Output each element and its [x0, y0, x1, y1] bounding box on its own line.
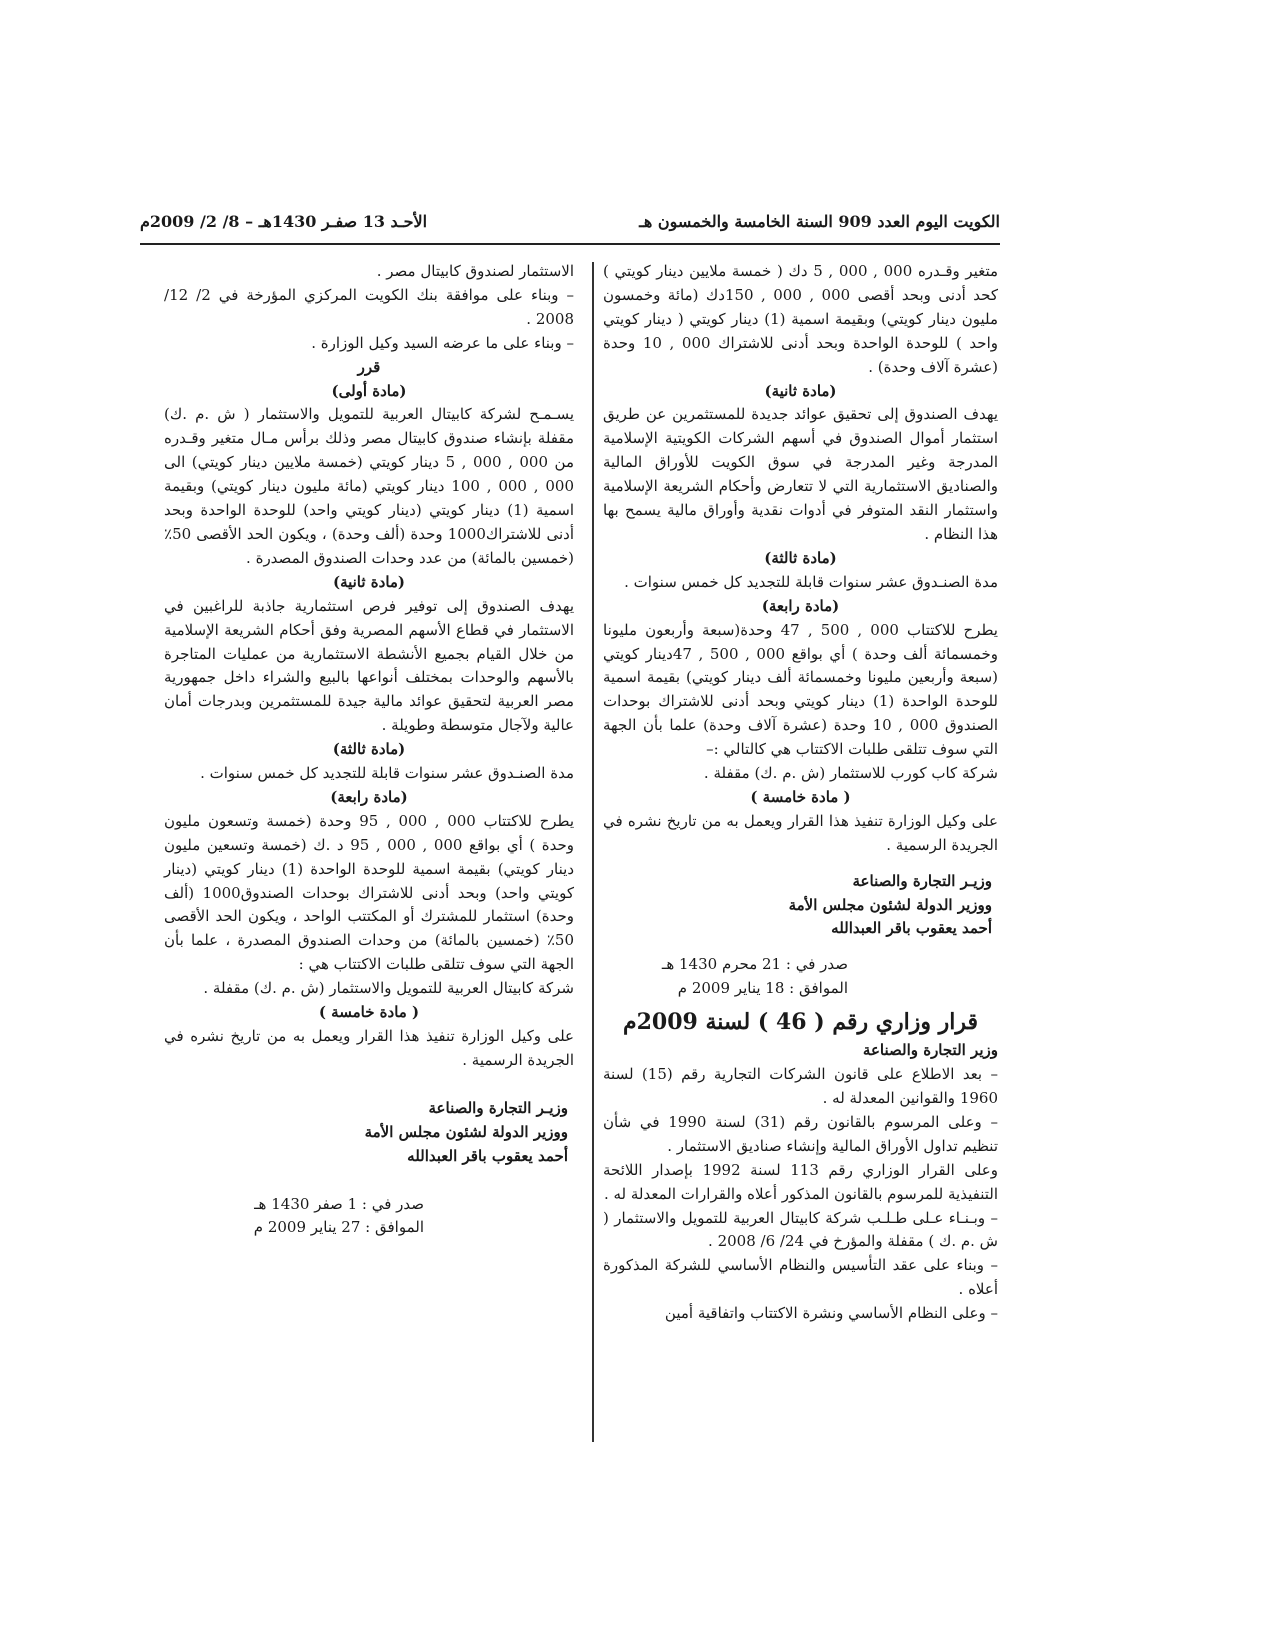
journal-issue: الكويت اليوم العدد 909 السنة الخامسة والخمسون هـ: [639, 212, 1000, 231]
paragraph: شركة كاب كورب للاستثمار (ش .م .ك) مقفلة .: [703, 764, 998, 783]
header-rule: [140, 243, 1000, 245]
paragraph: متغير وقـدره 000 , 000 , 5 دك ( خمسة ملايين دينار كويتي ) كحد أدنى وبحد أقصى 000 , 000 , 150دك (مائة وخمسون مليون دينار كويتي) وبقيمة اسمية (1) دينار كويتي ( دينار كويتي واحد ) للوحدة الواحدة وبحد أدنى للاشتراك 000 , 10 وحدة (عشرة آلاف وحدة) .: [603, 262, 999, 376]
paragraph: يطرح للاكتتاب 000 , 000 , 95 وحدة (خمسة وتسعون مليون وحدة ) أي بواقع 000 , 000 , 95 د .ك (خمسة وتسعين مليون دينار كويتي) بقيمة اسمية للوحدة الواحدة (1) دينار كويتي (دينار كويتي واحد) وبحد أدنى للاشتراك بوحدات الصندوق1000 (ألف وحدة) استثمار للمشترك أو المكتتب الواحد ، ويكون الحد الأقصى 50٪ (خمسين بالمائة) من وحدات الصندوق المصدرة ، علما بأن الجهة التي سوف تتلقى طلبات الاكتتاب هي :: [164, 811, 575, 974]
issue-date: صدر في : 1 صفر 1430 هـ: [254, 1194, 424, 1213]
corresponding-date: الموافق : 27 يناير 2009 م: [253, 1218, 424, 1237]
signature-title: وزيـر التجارة والصناعة: [852, 871, 992, 890]
paragraph: يهدف الصندوق إلى توفير فرص استثمارية جاذبة للراغبين في الاستثمار في قطاع الأسهم المصرية وفق أحكام الشريعة الإسلامية من خلال القيام بجميع الأنشطة الاستثمارية من عمليات المتاجرة بالأسهم والوحدات بمختلف أنواعها بالبيع والشراء داخل جمهورية مصر العربية لتحقيق عوائد مالية جيدة للمستثمرين وبدرجات أمان عالية ولآجال متوسطة وطويلة .: [164, 596, 574, 735]
decision-heading: قرر: [357, 357, 381, 376]
header-date: الأحـد 13 صفـر 1430هـ – 8/ 2/ 2009م: [140, 212, 428, 231]
paragraph: يطرح للاكتتاب 000 , 500 , 47 وحدة(سبعة وأربعون مليونا وخمسمائة ألف وحدة ) أي بواقع 000 , 500 , 47دينار كويتي (سبعة وأربعين مليونا وخمسمائة ألف دينار كويتي) بقيمة اسمية للوحدة الواحدة (1) دينار كويتي وبحد أدنى للاشتراك بوحدات الصندوق 000 , 10 وحدة (عشرة آلاف وحدة) علما بأن الجهة التي سوف تتلقى طلبات الاكتتاب هي كالتالي :–: [603, 620, 998, 759]
signature-name: أحمد يعقوب باقر العبدالله: [407, 1146, 568, 1165]
article-heading: (مادة أولى): [331, 381, 407, 400]
page-header: [140, 208, 1000, 238]
signature-title: ووزير الدولة لشئون مجلس الأمة: [788, 895, 992, 914]
article-heading: (مادة ثانية): [764, 381, 837, 400]
paragraph: مدة الصنـدوق عشر سنوات قابلة للتجديد كل خمس سنوات .: [624, 572, 998, 591]
recital: – وبناء على ما عرضه السيد وكيل الوزارة .: [311, 333, 574, 352]
article-heading: (مادة ثانية): [332, 572, 406, 591]
paragraph: شركة كابيتال العربية للتمويل والاستثمار (ش .م .ك) مقفلة .: [203, 979, 574, 998]
article-heading: (مادة ثالثة): [764, 548, 837, 567]
article-heading: (مادة رابعة): [761, 596, 840, 615]
signature-name: أحمد يعقوب باقر العبدالله: [831, 919, 992, 938]
paragraph: مدة الصنـدوق عشر سنوات قابلة للتجديد كل خمس سنوات .: [200, 764, 574, 783]
article-heading: ( مادة خامسة ): [318, 1003, 420, 1022]
decree-issuer: وزير التجارة والصناعة: [862, 1041, 998, 1060]
issue-date: صدر في : 21 محرم 1430 هـ: [661, 955, 848, 974]
left-column: [164, 260, 574, 1240]
article-heading: (مادة رابعة): [330, 787, 408, 806]
signature-title: وزيـر التجارة والصناعة: [428, 1098, 568, 1117]
right-column: [603, 260, 998, 1326]
recital: – بعد الاطلاع على قانون الشركات التجارية رقم (15) لسنة 1960 والقوانين المعدلة له .: [603, 1065, 999, 1107]
paragraph: الاستثمار لصندوق كابيتال مصر .: [376, 262, 574, 280]
recital: – وبـنـاء عـلى طـلـب شركة كابيتال العربية للتمويل والاستثمار ( ش .م .ك ) مقفلة والمؤرخ في 24/ 6/ 2008 .: [603, 1208, 998, 1251]
paragraph: على وكيل الوزارة تنفيذ هذا القرار ويعمل به من تاريخ نشره في الجريدة الرسمية .: [603, 811, 998, 854]
article-heading: (مادة ثالثة): [332, 740, 406, 759]
recital: – وبناء على عقد التأسيس والنظام الأساسي للشركة المذكورة أعلاه .: [603, 1256, 998, 1299]
paragraph: على وكيل الوزارة تنفيذ هذا القرار ويعمل به من تاريخ نشره في الجريدة الرسمية .: [164, 1027, 574, 1069]
paragraph: يسـمـح لشركة كابيتال العربية للتمويل والاستثمار ( ش .م .ك) مقفلة بإنشاء صندوق كابيتال مصر وذلك برأس مـال متغير وقـدره من 000 , 000 , 5 دينار كويتي (خمسة ملايين دينار كويتي) الى 000 , 000 , 100 دينار كويتي (مائة مليون دينار كويتي) وبقيمة اسمية (1) دينار كويتي (دينار كويتي واحد) للوحدة الواحدة وبحد أدنى للاشتراك1000 وحدة (ألف وحدة) ، ويكون الحد الأقصى 50٪ (خمسين بالمائة) من عدد وحدات الصندوق المصدرة .: [164, 405, 574, 567]
paragraph: يهدف الصندوق إلى تحقيق عوائد جديدة للمستثمرين عن طريق استثمار أموال الصندوق في أسهم الشركات الكويتية الإسلامية المدرجة وغير المدرجة في سوق الكويت للأوراق المالية والصناديق الاستثمارية التي لا تتعارض وأحكام الشريعة الإسلامية واستثمار النقد المتوفر في أدوات نقدية وأوراق مالية يسمح بها هذا النظام .: [603, 405, 998, 543]
recital: – وعلى المرسوم بالقانون رقم (31) لسنة 1990 في شأن تنظيم تداول الأوراق المالية وإنشاء صناديق الاستثمار .: [603, 1112, 998, 1155]
decree-title: قرار وزاري رقم ( 46 ) لسنة 2009م: [622, 1009, 979, 1036]
recital: – وعلى النظام الأساسي ونشرة الاكتتاب واتفاقية أمين: [664, 1304, 998, 1323]
article-heading: ( مادة خامسة ): [750, 787, 851, 806]
corresponding-date: الموافق : 18 يناير 2009 م: [677, 979, 848, 998]
recital: – وبناء على موافقة بنك الكويت المركزي المؤرخة في 2/ 12/ 2008 .: [164, 285, 574, 328]
recital: وعلى القرار الوزاري رقم 113 لسنة 1992 بإصدار اللائحة التنفيذية للمرسوم بالقانون المذكور أعلاه والقرارات المعدلة له .: [603, 1160, 998, 1203]
column-divider: [592, 262, 594, 1442]
signature-title: ووزير الدولة لشئون مجلس الأمة: [364, 1122, 568, 1141]
